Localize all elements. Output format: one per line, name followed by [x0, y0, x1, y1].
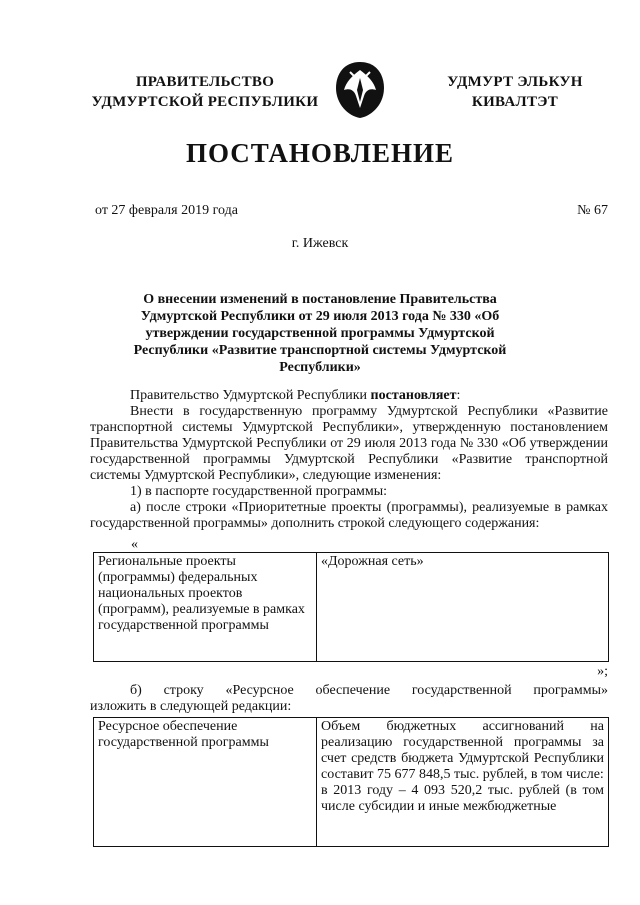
- item-b-line2: изложить в следующей редакции:: [90, 699, 292, 714]
- government-name-udmurt: [420, 72, 610, 112]
- header-right-line1: УДМУРТ ЭЛЬКУН: [447, 74, 583, 90]
- amendment-paragraph: Внести в государственную программу Удмуртской Республики «Развитие транспортной системы Удмуртской Республики», утвержденную постановлением Правительства Удмуртской Республики от 29 июля 2013 года № 330 «Об утверждении государственной программы Удмуртской Республики «Развитие транспортной системы Удмуртской Республики», следующие изменения:: [90, 404, 608, 483]
- opening-quote: «: [131, 537, 138, 552]
- document-number: № 67: [577, 203, 608, 218]
- table-row: [94, 553, 609, 662]
- funding-total: Объем бюджетных ассигнований на реализацию государственной программы за счет средств бюджета Удмуртской Республики составит 75 677 848,5 тыс. рублей, в том числе:: [321, 719, 604, 782]
- intro-colon: :: [456, 388, 461, 403]
- document-date: от 27 февраля 2019 года: [95, 203, 238, 218]
- resource-provision-table: [93, 717, 609, 847]
- table-cell-label: Ресурсное обеспечение государственной программы: [94, 718, 317, 847]
- item-a-paragraph: а) после строки «Приоритетные проекты (программы), реализуемые в рамках государственной программы» дополнить строкой следующего содержания:: [90, 500, 608, 531]
- resolution-intro: [90, 388, 608, 404]
- intro-keyword: постановляет: [370, 388, 457, 403]
- document-city: г. Ижевск: [291, 236, 349, 251]
- udmurt-coat-of-arms-icon: [330, 60, 390, 120]
- header-right-line2: КИВАЛТЭТ: [471, 94, 559, 110]
- item-b-paragraph: [90, 683, 608, 715]
- document-subject: О внесении изменений в постановление Правительства Удмуртской Республики от 29 июля 2013 года № 330 «Об утверждении государственной программы Удмуртской Республики «Развитие транспортной системы Удмуртской Республики»: [133, 292, 507, 375]
- header-left-line1: ПРАВИТЕЛЬСТВО: [135, 74, 275, 90]
- intro-text: Правительство Удмуртской Республики: [130, 388, 371, 403]
- table-cell-value: [317, 718, 609, 847]
- header-left-line2: УДМУРТСКОЙ РЕСПУБЛИКИ: [91, 94, 319, 110]
- document-body: [90, 388, 608, 532]
- table-row: [94, 718, 609, 847]
- government-name-russian: [80, 72, 330, 112]
- funding-2013: в 2013 году – 4 093 520,2 тыс. рублей (в том числе субсидии и иные межбюджетные: [321, 783, 604, 814]
- document-title: ПОСТАНОВЛЕНИЕ: [185, 138, 455, 168]
- item-1-paragraph: 1) в паспорте государственной программы:: [130, 484, 388, 499]
- table-cell-label: Региональные проекты (программы) федеральных национальных проектов (программ), реализуемые в рамках государственной программы: [94, 553, 317, 662]
- regional-projects-table: [93, 552, 609, 662]
- table-cell-value: «Дорожная сеть»: [317, 553, 609, 662]
- item-b-line1: б) строку «Ресурсное обеспечение государственной программы»: [130, 683, 608, 698]
- closing-quote: »;: [597, 664, 608, 679]
